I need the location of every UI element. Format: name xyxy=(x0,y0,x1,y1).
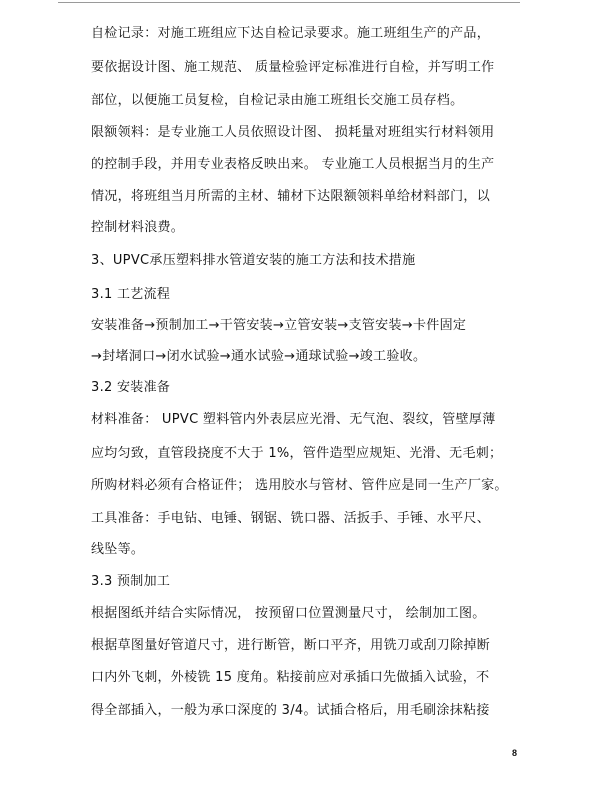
text-line: 工具准备：手电钻、电锤、钢锯、铣口器、活扳手、手锤、水平尺、 xyxy=(91,511,491,526)
text-line: 自检记录：对施工班组应下达自检记录要求。施工班组生产的产品， xyxy=(91,26,491,41)
text-line: 线坠等。 xyxy=(91,542,145,557)
text-line: 根据草图量好管道尺寸，进行断管，断口平齐，用铣刀或刮刀除掉断 xyxy=(91,638,491,653)
text-line: 口内外飞刺，外棱铣 15 度角。粘接前应对承插口先做插入试验，不 xyxy=(91,670,490,685)
text-line: 应均匀致，直管段挠度不大于 1%，管件造型应规矩、光滑、无毛刺； xyxy=(91,446,503,461)
text-line: 的控制手段，并用专业表格反映出来。 专业施工人员根据当月的生产 xyxy=(91,157,495,172)
text-line: 得全部插入，一般为承口深度的 3/4。试插合格后，用毛刷涂抹粘接 xyxy=(91,703,490,718)
page-number: 8 xyxy=(512,748,518,758)
text-line: 根据图纸并结合实际情况， 按预留口位置测量尺寸， 绘制加工图。 xyxy=(91,606,486,621)
text-line: 要依据设计图、施工规范、 质量检验评定标准进行自检，并写明工作 xyxy=(91,60,495,75)
section-heading: 3、UPVC承压塑料排水管道安装的施工方法和技术措施 xyxy=(91,253,416,268)
text-line: 情况，将班组当月所需的主材、辅材下达限额领料单给材料部门，以 xyxy=(91,189,491,204)
text-line: →封堵洞口→闭水试验→通水试验→通球试验→竣工验收。 xyxy=(91,349,427,364)
text-line: 所购材料必须有合格证件； 选用胶水与管材、管件应是同一生产厂家。 xyxy=(91,478,508,493)
text-line: 部位，以便施工员复检，自检记录由施工班组长交施工员存档。 xyxy=(91,93,464,108)
subsection-heading: 3.2 安装准备 xyxy=(91,380,171,395)
header-rule xyxy=(58,2,520,3)
text-line: 材料准备： UPVC 塑料管内外表层应光滑、无气泡、裂纹，管壁厚薄 xyxy=(91,412,496,427)
text-line: 安装准备→预制加工→干管安装→立管安装→支管安装→卡件固定 xyxy=(91,318,467,333)
subsection-heading: 3.3 预制加工 xyxy=(91,574,171,589)
text-line: 限额领料：是专业施工人员依照设计图、 损耗量对班组实行材料领用 xyxy=(91,125,495,140)
subsection-heading: 3.1 工艺流程 xyxy=(91,287,171,302)
text-line: 控制材料浪费。 xyxy=(91,220,185,235)
